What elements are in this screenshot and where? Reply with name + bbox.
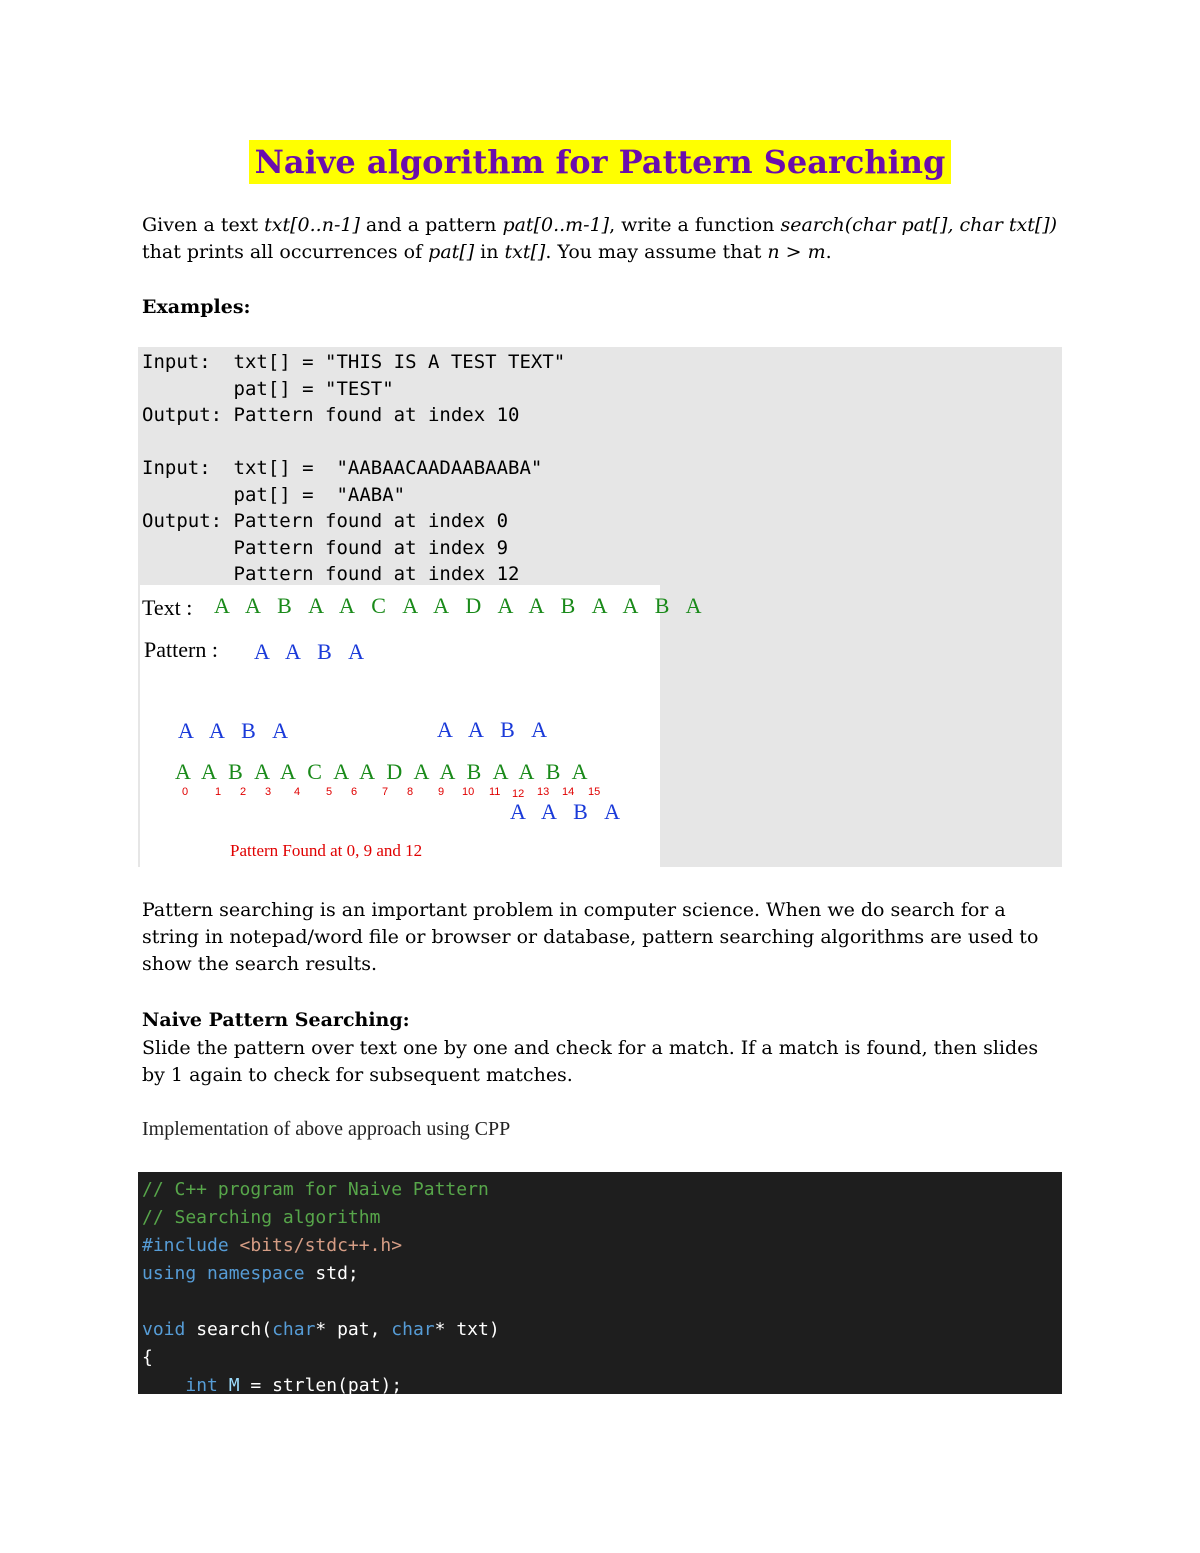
index-label: 1	[215, 786, 222, 798]
pattern-searching-paragraph: Pattern searching is an important problem in computer science. When we do search for a string in notepad/word file or browser or database, pattern searching algorithms are used to show the search results.	[142, 899, 1039, 975]
intro-txt-range: txt[0..n-1]	[264, 214, 360, 236]
code-std: std;	[304, 1263, 359, 1284]
intro-text-6: . You may assume that	[545, 241, 768, 263]
pattern-figure	[140, 585, 708, 867]
index-label: 10	[462, 786, 475, 798]
code-line-comment-1: // C++ program for Naive Pattern	[142, 1179, 489, 1200]
code-line-comment-2: // Searching algorithm	[142, 1207, 381, 1228]
code-listing	[142, 1176, 500, 1400]
intro-txt: txt[]	[504, 241, 546, 263]
figure-text-letters: A A B A A C A A D A A B A A B A	[214, 593, 708, 618]
intro-text-2: and a pattern	[359, 214, 503, 236]
examples-box	[138, 347, 1062, 867]
figure-row-letters: A A B A A C A A D A A B A A B A	[175, 759, 592, 784]
index-label: 3	[265, 786, 272, 798]
page-title: Naive algorithm for Pattern Searching	[249, 140, 952, 184]
index-label: 15	[588, 786, 601, 798]
intro-pat-range: pat[0..m-1]	[502, 214, 610, 236]
intro-text-3: , write a function	[609, 214, 781, 236]
implementation-caption: Implementation of above approach using CPP	[142, 1118, 511, 1140]
index-label: 9	[438, 786, 445, 798]
code-open-brace: {	[142, 1347, 153, 1368]
intro-text-4: that prints all occurrences of	[142, 241, 429, 263]
figure-match-1: A A B A	[178, 718, 294, 743]
intro-paragraph	[142, 212, 1062, 266]
figure-pattern-label: Pattern :	[144, 637, 218, 662]
index-label: 13	[537, 786, 550, 798]
figure-pattern-letters: A A B A	[254, 639, 370, 664]
code-strlen: = strlen(pat);	[239, 1375, 403, 1396]
intro-cond: n > m	[767, 241, 826, 263]
intro-text-7: .	[825, 241, 832, 263]
code-include-directive: #include	[142, 1235, 240, 1256]
figure-match-2: A A B A	[437, 717, 553, 742]
code-param-txt: * txt)	[434, 1319, 500, 1340]
intro-func: search(char pat[], char txt[])	[780, 214, 1058, 236]
code-keyword-int: int	[185, 1375, 218, 1396]
examples-heading: Examples:	[142, 296, 251, 318]
naive-heading: Naive Pattern Searching:	[142, 1009, 410, 1031]
index-label: 12	[512, 788, 525, 800]
index-label: 7	[382, 786, 389, 798]
index-label: 5	[326, 786, 333, 798]
title-wrap	[0, 140, 1200, 184]
code-search-fn: search(	[185, 1319, 273, 1340]
figure-text-label: Text :	[142, 595, 193, 620]
index-label: 6	[351, 786, 358, 798]
intro-text-5: in	[474, 241, 505, 263]
code-block	[138, 1172, 1062, 1394]
code-include-header: <bits/stdc++.h>	[239, 1235, 403, 1256]
code-keyword-void: void	[142, 1319, 186, 1340]
intro-text-1: Given a text	[142, 214, 265, 236]
figure-match-3: A A B A	[510, 799, 626, 824]
index-label: 11	[489, 786, 501, 798]
naive-paragraph: Slide the pattern over text one by one and check for a match. If a match is found, then slides by 1 again to check for subsequent matches.	[142, 1037, 1039, 1086]
code-param-pat: * pat,	[315, 1319, 392, 1340]
code-keyword-namespace: namespace	[207, 1263, 305, 1284]
index-label: 8	[407, 786, 414, 798]
code-var-m: M	[228, 1375, 240, 1396]
code-keyword-using: using	[142, 1263, 197, 1284]
index-label: 4	[294, 786, 301, 798]
index-label: 14	[562, 786, 575, 798]
code-keyword-char-1: char	[272, 1319, 316, 1340]
code-keyword-char-2: char	[391, 1319, 435, 1340]
figure-found-caption: Pattern Found at 0, 9 and 12	[230, 841, 423, 860]
intro-pat: pat[]	[428, 241, 475, 263]
index-label: 2	[240, 786, 247, 798]
index-label: 0	[182, 786, 189, 798]
examples-code: Input: txt[] = "THIS IS A TEST TEXT" pat[] = "TEST" Output: Pattern found at index 10 Input: txt[] = "AABAACAADAABAABA" pat[] = "AABA" Output: Pattern found at index 0 Pattern found at index 9 Pattern found at index 12	[142, 351, 566, 585]
